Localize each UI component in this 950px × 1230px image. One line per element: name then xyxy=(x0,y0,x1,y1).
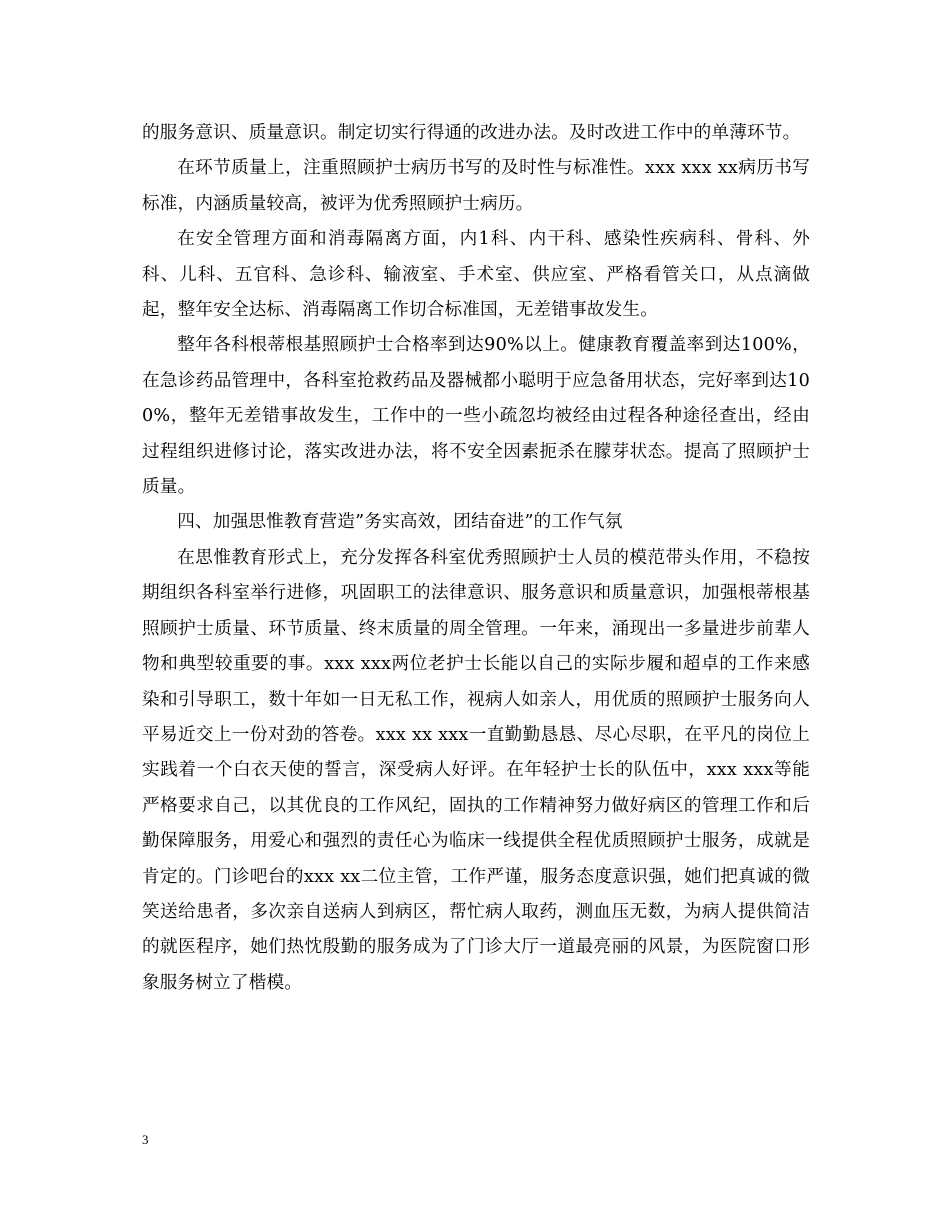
paragraph-pass-rates: 整年各科根蒂根基照顾护士合格率到达90%以上。健康教育覆盖率到达100%，在急诊药品管理中，各科室抢救药品及器械都小聪明于应急备用状态，完好率到达100%，整年无差错事故发生，工作中的一些小疏忽均被经由过程各种途径查出，经由过程组织进修讨论，落实改进办法，将不安全因素扼杀在朦芽状态。提高了照顾护士质量。 xyxy=(142,335,810,498)
section-heading-four: 四、加强思惟教育营造”务实高效，团结奋进”的工作气氛 xyxy=(177,512,623,533)
document-body xyxy=(142,116,810,1001)
paragraph-record-quality: 在环节质量上，注重照顾护士病历书写的及时性与标准性。xxx xxx xx病历书写标准，内涵质量较高，被评为优秀照顾护士病历。 xyxy=(142,158,810,214)
paragraph-safety-management: 在安全管理方面和消毒隔离方面，内1科、内干科、感染性疾病科、骨科、外科、儿科、五官科、急诊科、输液室、手术室、供应室、严格看管关口，从点滴做起，整年安全达标、消毒隔离工作切合标准国，无差错事故发生。 xyxy=(142,229,810,321)
page-number: 3 xyxy=(142,1132,149,1147)
paragraph-ideological-education: 在思惟教育形式上，充分发挥各科室优秀照顾护士人员的模范带头作用，不稳按期组织各科室举行进修，巩固职工的法律意识、服务意识和质量意识，加强根蒂根基照顾护士质量、环节质量、终末质量的周全管理。一年来，涌现出一多量进步前辈人物和典型较重要的事。xxx xxx两位老护士长能以自己的实际步履和超卓的工作来感染和引导职工，数十年如一日无私工作，视病人如亲人，用优质的照顾护士服务向人平易近交上一份对劲的答卷。xxx xx xxx一直勤勤恳恳、尽心尽职，在平凡的岗位上实践着一个白衣天使的誓言，深受病人好评。在年轻护士长的队伍中，xxx xxx等能严格要求自己，以其优良的工作风纪，固执的工作精神努力做好病区的管理工作和后勤保障服务，用爱心和强烈的责任心为临床一线提供全程优质照顾护士服务，成就是肯定的。门诊吧台的xxx xx二位主管，工作严谨，服务态度意识强，她们把真诚的微笑送给患者，多次亲自送病人到病区，帮忙病人取药，测血压无数，为病人提供简洁的就医程序，她们热忱殷勤的服务成为了门诊大厅一道最亮丽的风景，为医院窗口形象服务树立了楷模。 xyxy=(142,547,810,993)
paragraph-continuation: 的服务意识、质量意识。制定切实行得通的改进办法。及时改进工作中的单薄环节。 xyxy=(142,123,801,143)
